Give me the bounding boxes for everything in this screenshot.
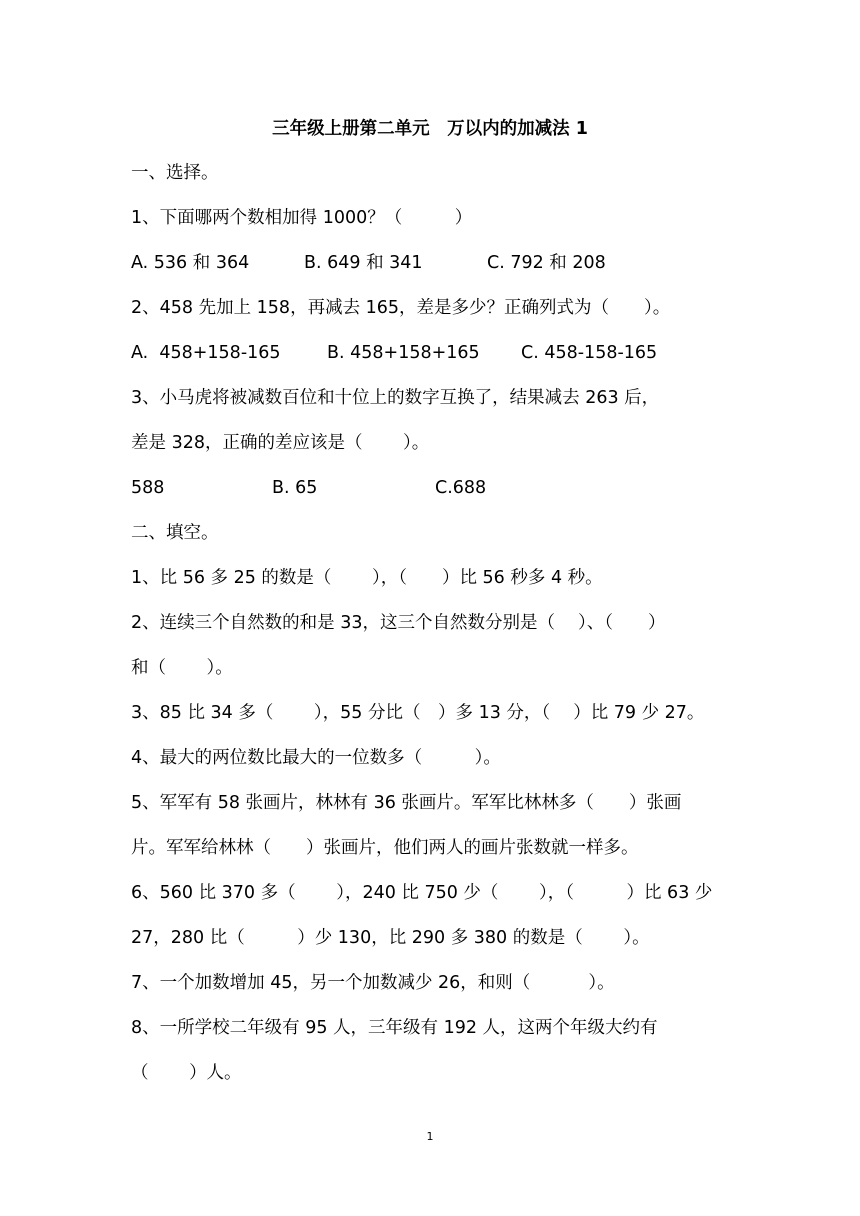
- fill-line: 片。军军给林林（ ）张画片，他们两人的画片张数就一样多。: [131, 838, 639, 858]
- page-title: 三年级上册第二单元 万以内的加减法 1: [272, 119, 588, 139]
- q1-option-a: A. 536 和 364: [131, 253, 250, 273]
- fill-line: 和（ ）。: [131, 658, 233, 678]
- q2-option-a: A. 458+158-165: [131, 343, 281, 363]
- fill-line: 7、一个加数增加 45，另一个加数减少 26，和则（ ）。: [131, 973, 615, 993]
- q1-option-b: B. 649 和 341: [304, 253, 423, 273]
- fill-line: 3、85 比 34 多（ ），55 分比（ ）多 13 分，（ ）比 79 少 27。: [131, 703, 705, 723]
- fill-line: 27，280 比（ ）少 130，比 290 多 380 的数是（ ）。: [131, 928, 650, 948]
- q1-option-c: C. 792 和 208: [487, 253, 606, 273]
- question-2: 2、458 先加上 158，再减去 165，差是多少？正确列式为（ ）。: [131, 298, 671, 318]
- fill-line: （ ）人。: [131, 1063, 242, 1083]
- question-3-line-2: 差是 328，正确的差应该是（ ）。: [131, 433, 430, 453]
- question-1: 1、下面哪两个数相加得 1000？（ ）: [131, 208, 473, 228]
- fill-line: 4、最大的两位数比最大的一位数多（ ）。: [131, 748, 501, 768]
- question-3-line-1: 3、小马虎将被减数百位和十位上的数字互换了，结果减去 263 后，: [131, 388, 660, 408]
- fill-line: 2、连续三个自然数的和是 33，这三个自然数分别是（ ）、（ ）: [131, 613, 666, 633]
- section-heading-choice: 一、选择。: [131, 163, 219, 183]
- fill-line: 1、比 56 多 25 的数是（ ），（ ）比 56 秒多 4 秒。: [131, 568, 603, 588]
- section-heading-fill: 二、填空。: [131, 523, 219, 543]
- fill-line: 5、军军有 58 张画片，林林有 36 张画片。军军比林林多（ ）张画: [131, 793, 682, 813]
- q2-option-c: C. 458-158-165: [521, 343, 658, 363]
- q2-option-b: B. 458+158+165: [327, 343, 480, 363]
- page-number: 1: [426, 1130, 434, 1143]
- q3-option-b: B. 65: [272, 478, 318, 498]
- fill-line: 6、560 比 370 多（ ），240 比 750 少（ ），（ ）比 63 少: [131, 883, 713, 903]
- q3-option-a: 588: [131, 478, 165, 498]
- fill-line: 8、一所学校二年级有 95 人，三年级有 192 人，这两个年级大约有: [131, 1018, 658, 1038]
- q3-option-c: C.688: [435, 478, 487, 498]
